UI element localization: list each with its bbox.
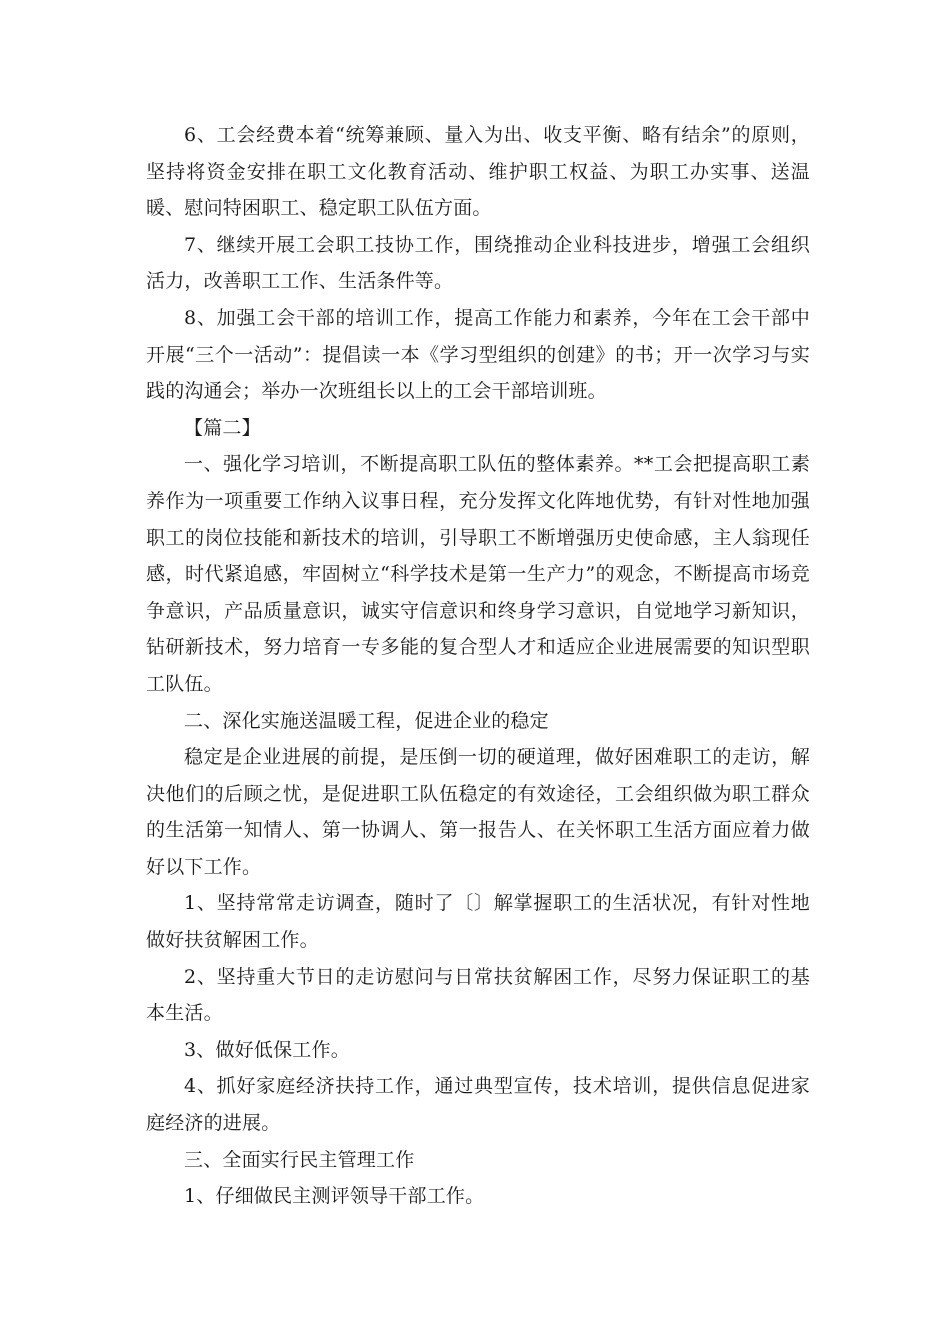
paragraph-item-7: 7、继续开展工会职工技协工作，围绕推动企业科技进步，增强工会组织活力，改善职工工作、生活条件等。 [146, 233, 810, 293]
paragraph-section-three-item-1: 1、仔细做民主测评领导干部工作。 [184, 1185, 485, 1208]
paragraph-section-two-heading: 二、深化实施送温暖工程，促进企业的稳定 [184, 709, 549, 732]
paragraph-section-three-heading: 三、全面实行民主管理工作 [184, 1148, 415, 1171]
paragraph-item-3: 3、做好低保工作。 [184, 1038, 350, 1061]
paragraph-section-one: 一、强化学习培训，不断提高职工队伍的整体素养。**工会把提高职工素养作为一项重要工作纳入议事日程，充分发挥文化阵地优势，有针对性地加强职工的岗位技能和新技术的培训，引导职工不断增强历史使命感，主人翁现任感，时代紧追感，牢固树立“科学技术是第一生产力”的观念，不断提高市场竞争意识，产品质量意识，诚实守信意识和终身学习意识，自觉地学习新知识，钻研新技术，努力培育一专多能的复合型人才和适应企业进展需要的知识型职工队伍。 [146, 453, 810, 695]
paragraph-stability: 稳定是企业进展的前提，是压倒一切的硬道理，做好困难职工的走访，解决他们的后顾之忧，是促进职工队伍稳定的有效途径，工会组织做为职工群众的生活第一知情人、第一协调人、第一报告人、在关怀职工生活方面应着力做好以下工作。 [146, 746, 810, 878]
paragraph-item-8: 8、加强工会干部的培训工作，提高工作能力和素养，今年在工会干部中开展“三个一活动”：提倡读一本《学习型组织的创建》的书；开一次学习与实践的沟通会；举办一次班组长以上的工会干部培训班。 [146, 306, 810, 403]
document-body [146, 117, 810, 1215]
paragraph-item-1: 1、坚持常常走访调查，随时了〔〕解掌握职工的生活状况，有针对性地做好扶贫解困工作。 [146, 892, 810, 952]
section-heading-part-two: 【篇二】 [184, 416, 261, 439]
paragraph-item-2: 2、坚持重大节日的走访慰问与日常扶贫解困工作，尽努力保证职工的基本生活。 [146, 965, 810, 1025]
paragraph-item-6: 6、工会经费本着“统筹兼顾、量入为出、收支平衡、略有结余”的原则，坚持将资金安排在职工文化教育活动、维护职工权益、为职工办实事、送温暖、慰问特困职工、稳定职工队伍方面。 [146, 124, 810, 220]
paragraph-item-4: 4、抓好家庭经济扶持工作，通过典型宣传，技术培训，提供信息促进家庭经济的进展。 [146, 1075, 810, 1135]
